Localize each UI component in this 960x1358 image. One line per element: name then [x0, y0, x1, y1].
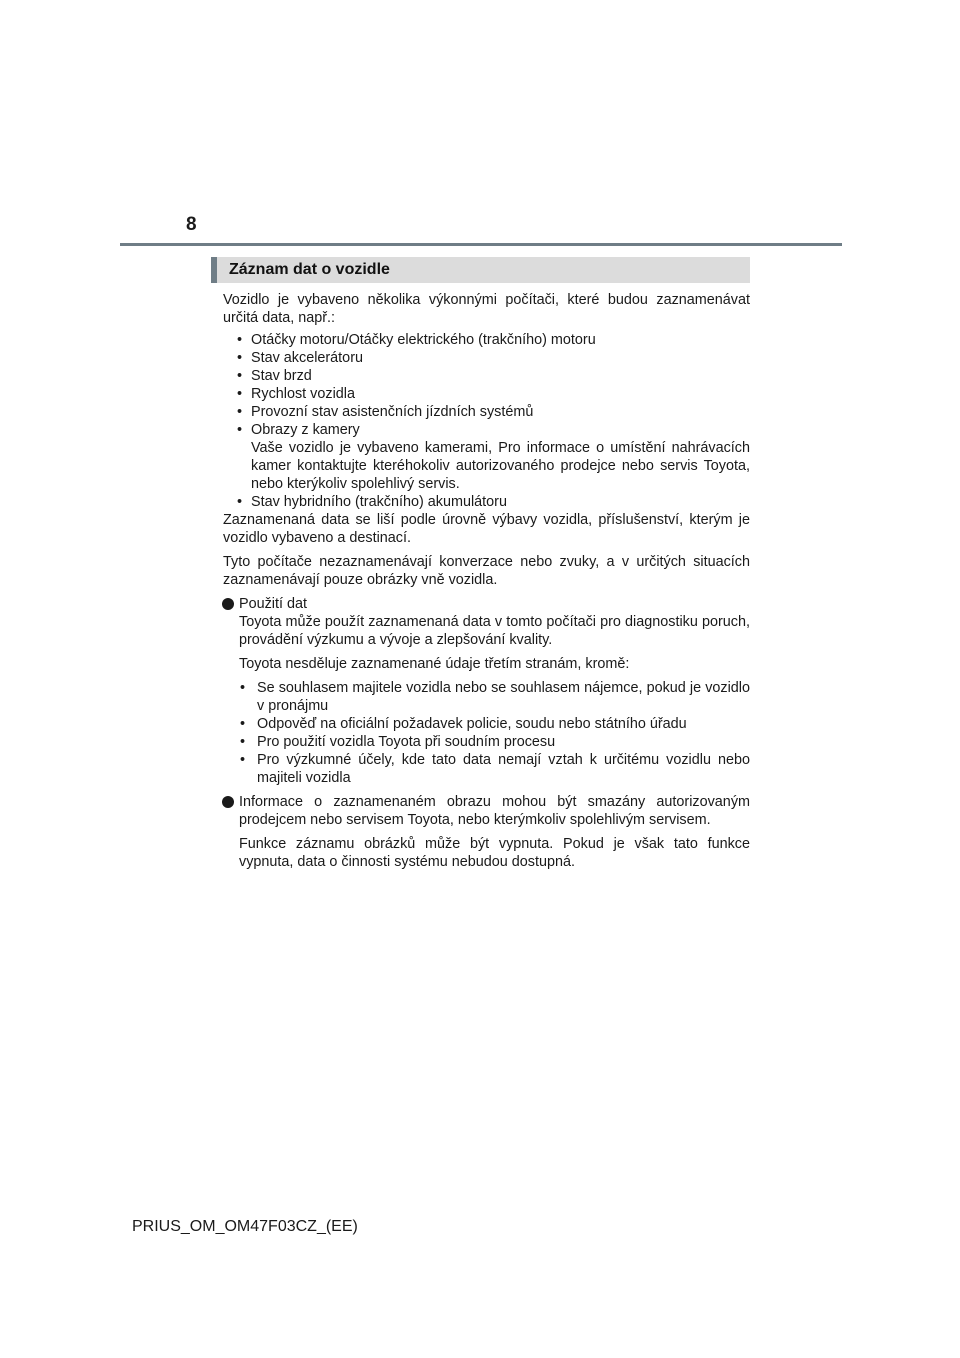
section-title: Záznam dat o vozidle — [229, 261, 390, 278]
data-use-block — [223, 595, 750, 787]
bullet-icon: • — [237, 494, 243, 510]
bullet-icon: • — [237, 386, 243, 402]
disclosure-text: Toyota nesděluje zaznamenané údaje třetím stranám, kromě: — [239, 656, 630, 672]
recorded-data-list — [237, 331, 750, 511]
list-item: • Provozní stav asistenčních jízdních systémů — [237, 404, 534, 420]
bullet-icon: • — [237, 332, 243, 348]
variation-paragraph: Zaznamenaná data se liší podle úrovně výbavy vozidla, příslušenství, kterým je vozidlo vybaveno a destinací. — [223, 512, 750, 546]
bullet-icon: • — [237, 368, 243, 384]
bullet-icon: • — [237, 422, 243, 438]
deletion-note: Funkce záznamu obrázků může být vypnuta. Pokud je však tato funkce vypnuta, data o činnosti systému nebudou dostupná. — [239, 836, 750, 870]
exceptions-list — [239, 679, 750, 787]
list-item: • Otáčky motoru/Otáčky elektrického (trakčního) motoru — [237, 332, 596, 348]
deletion-text: Informace o zaznamenaném obrazu mohou být smazány autorizovaným prodejcem nebo servisem Toyota, nebo kterýmkoliv spolehlivým servisem. — [239, 794, 750, 828]
deletion-block — [223, 793, 750, 871]
page-number: 8 — [186, 214, 197, 235]
list-item: • Pro použití vozidla Toyota při soudním procesu — [240, 734, 556, 750]
list-item: • Se souhlasem majitele vozidla nebo se souhlasem nájemce, pokud je vozidlo v pronájmu — [240, 680, 750, 714]
bullet-icon: • — [240, 716, 246, 732]
bullet-icon: • — [240, 680, 246, 696]
no-audio-paragraph: Tyto počítače nezaznamenávají konverzace nebo zvuky, a v určitých situacích zaznamenávají pouze obrázky vně vozidla. — [223, 554, 750, 588]
intro-paragraph: Vozidlo je vybaveno několika výkonnými počítači, které budou zaznamenávat určitá data, např.: — [223, 292, 750, 326]
bullet-icon: • — [240, 734, 246, 750]
section-content — [223, 291, 750, 871]
list-item: • Stav hybridního (trakčního) akumulátoru — [237, 494, 507, 510]
list-item: • Pro výzkumné účely, kde tato data nemají vztah k určitému vozidlu nebo majiteli vozidla — [240, 752, 750, 786]
list-item: • Rychlost vozidla — [237, 386, 355, 402]
bullet-icon: • — [237, 404, 243, 420]
circle-bullet-icon — [222, 598, 234, 610]
footer-doc-code: PRIUS_OM_OM47F03CZ_(EE) — [132, 1218, 358, 1235]
circle-bullet-icon — [222, 796, 234, 808]
list-item: • Obrazy z kamery Vaše vozidlo je vybaveno kamerami, Pro informace o umístění nahrávacích kamer kontaktujte kteréhokoliv autorizovaného prodejce nebo servis Toyota, nebo kterýkoliv spolehlivý servis. — [237, 422, 750, 492]
bullet-icon: • — [240, 752, 246, 768]
data-use-heading: Použití dat — [239, 596, 307, 612]
header-rule — [120, 243, 842, 246]
list-item: • Stav brzd — [237, 368, 312, 384]
bullet-icon: • — [237, 350, 243, 366]
list-item: • Stav akcelerátoru — [237, 350, 363, 366]
data-use-text: Toyota může použít zaznamenaná data v tomto počítači pro diagnostiku poruch, provádění výzkumu a vývoje a zlepšování kvality. — [239, 614, 750, 648]
section-header — [211, 257, 750, 283]
camera-note: Vaše vozidlo je vybaveno kamerami, Pro informace o umístění nahrávacích kamer kontaktujte kteréhokoliv autorizovaného prodejce nebo servis Toyota, nebo kterýkoliv spolehlivý servis. — [251, 440, 750, 492]
list-item: • Odpověď na oficiální požadavek policie, soudu nebo státního úřadu — [240, 716, 687, 732]
